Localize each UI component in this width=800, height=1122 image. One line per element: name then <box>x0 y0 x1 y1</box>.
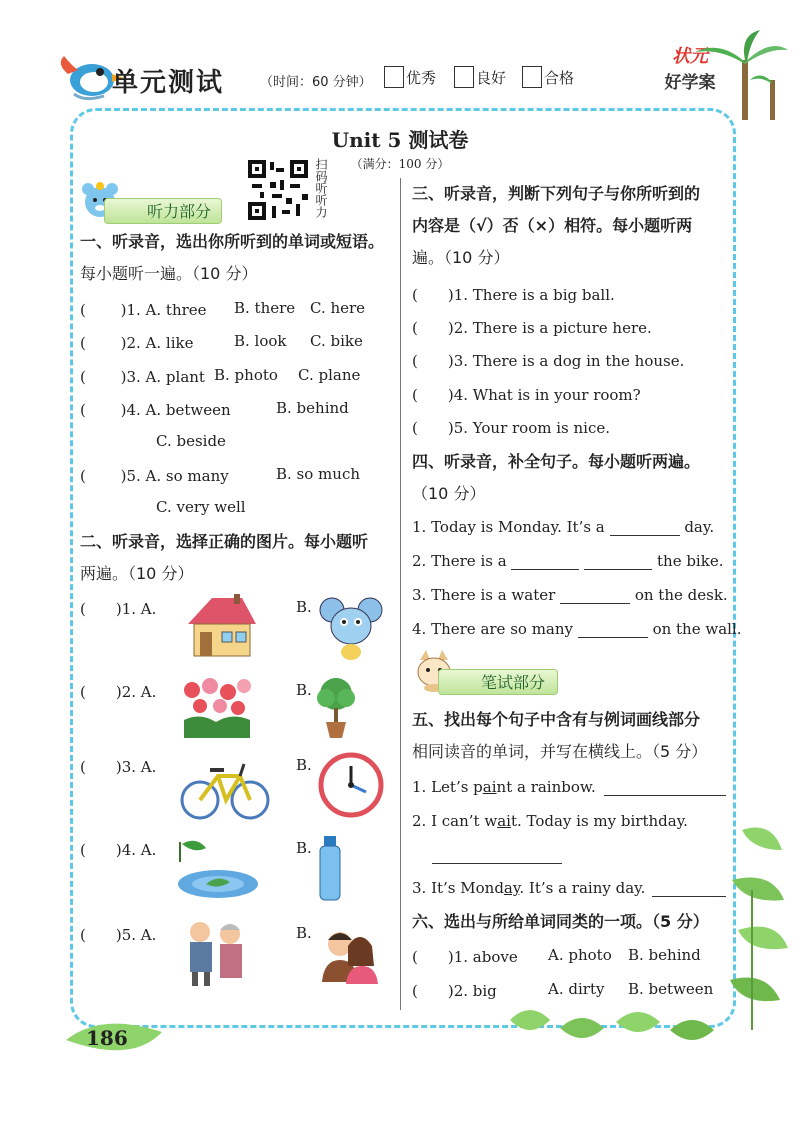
brand-logo: 状元 好学案 <box>664 46 716 93</box>
s5-item-1-underlined: ai <box>482 778 497 796</box>
grade-pass[interactable]: 合格 <box>522 66 574 88</box>
s1-item-4-option-c: C. beside <box>156 432 226 450</box>
s5-answer-line-1[interactable] <box>604 795 726 796</box>
s4-item-4: 4. There are so many on the wall. <box>412 620 742 638</box>
parents-picture[interactable] <box>318 922 380 984</box>
writing-banner: 笔试部分 <box>438 669 558 695</box>
s2-item-5[interactable]: ( )5. A. <box>80 926 157 944</box>
grandparents-picture[interactable] <box>180 918 250 988</box>
qr-code-icon[interactable] <box>246 158 310 222</box>
s3-heading-1: 三、听录音，判断下列句子与你所听到的 <box>412 184 701 203</box>
s1-item-5[interactable]: ( )5. A. so many B. so much <box>80 465 361 485</box>
s2-item-4-b: B. <box>296 839 312 857</box>
s3-item-4[interactable]: ( )4. What is in your room? <box>412 386 641 404</box>
s6-item-1[interactable]: ( )1. above A. photo B. behind <box>412 946 701 966</box>
mouse-picture[interactable] <box>318 594 384 662</box>
s6-item-2[interactable]: ( )2. big A. dirty B. between <box>412 980 714 1000</box>
qr-caption: 扫码听听力 <box>314 158 328 218</box>
s6-heading: 六、选出与所给单词同类的一项。（5 分） <box>412 912 709 931</box>
s5-item-3-underlined: ay <box>503 879 520 897</box>
s1-item-1[interactable]: ( )1. A. three B. there C. here <box>80 299 366 319</box>
s1-heading-2: 每小题听一遍。（10 分） <box>80 264 258 283</box>
page-number: 186 <box>86 1026 128 1050</box>
s4-heading-1: 四、听录音，补全句子。每小题听两遍。 <box>412 452 701 471</box>
s5-heading-2: 相同读音的单词，并写在横线上。（5 分） <box>412 742 708 761</box>
s2-heading-1: 二、听录音，选择正确的图片。每小题听 <box>80 532 369 551</box>
bottom-leaves-icon <box>500 1000 740 1060</box>
house-picture[interactable] <box>182 594 260 660</box>
s3-item-5[interactable]: ( )5. Your room is nice. <box>412 419 611 437</box>
s4-item-1: 1. Today is Monday. It’s a day. <box>412 518 715 536</box>
s3-item-1[interactable]: ( )1. There is a big ball. <box>412 286 615 304</box>
grade-excellent[interactable]: 优秀 <box>384 66 436 88</box>
s2-item-2-b: B. <box>296 681 312 699</box>
s3-heading-3: 遍。（10 分） <box>412 248 510 267</box>
s5-item-2: 2. I can’t wait. Today is my birthday. <box>412 812 688 830</box>
s2-item-5-b: B. <box>296 924 312 942</box>
s2-item-4[interactable]: ( )4. A. <box>80 841 157 859</box>
bicycle-picture[interactable] <box>180 756 270 822</box>
s5-item-1: 1. Let’s paint a rainbow. <box>412 778 596 796</box>
s3-item-2[interactable]: ( )2. There is a picture here. <box>412 319 652 337</box>
s4-blank-4[interactable] <box>578 623 648 638</box>
s5-answer-line-2[interactable] <box>432 863 562 864</box>
s1-item-5-option-c: C. very well <box>156 498 246 516</box>
s1-item-2[interactable]: ( )2. A. like B. look C. bike <box>80 332 363 352</box>
flowers-picture[interactable] <box>180 676 254 740</box>
paper-full-score: （满分：100 分） <box>350 157 450 171</box>
time-limit: （时间：60 分钟） <box>260 75 372 90</box>
leaf-on-water-picture[interactable] <box>176 836 260 902</box>
s4-item-2: 2. There is a the bike. <box>412 552 724 570</box>
s2-item-1[interactable]: ( )1. A. <box>80 600 157 618</box>
s4-blank-2a[interactable] <box>511 555 579 570</box>
listening-banner: 听力部分 <box>104 198 222 224</box>
s4-blank-3[interactable] <box>560 589 630 604</box>
column-divider <box>400 178 401 1010</box>
palm-tree-icon <box>690 30 790 120</box>
s2-heading-2: 两遍。（10 分） <box>80 564 194 583</box>
s1-item-3[interactable]: ( )3. A. plant B. photo C. plane <box>80 366 361 386</box>
s2-item-1-b: B. <box>296 598 312 616</box>
s3-heading-2: 内容是（√）否（×）相符。每小题听两 <box>412 216 693 235</box>
clock-picture[interactable] <box>318 752 384 818</box>
potted-plant-picture[interactable] <box>314 676 358 740</box>
s1-heading-1: 一、听录音，选出你所听到的单词或短语。 <box>80 232 385 251</box>
s4-blank-1[interactable] <box>610 521 680 536</box>
s4-blank-2b[interactable] <box>584 555 652 570</box>
s2-item-3-b: B. <box>296 756 312 774</box>
paper-title: Unit 5 测试卷 <box>331 128 469 152</box>
s5-answer-line-3[interactable] <box>652 896 726 897</box>
s5-item-2-underlined: ai <box>497 812 511 830</box>
s1-item-4[interactable]: ( )4. A. between B. behind <box>80 399 349 419</box>
s2-item-2[interactable]: ( )2. A. <box>80 683 157 701</box>
s2-item-3[interactable]: ( )3. A. <box>80 758 157 776</box>
s3-item-3[interactable]: ( )3. There is a dog in the house. <box>412 352 685 370</box>
s4-heading-2: （10 分） <box>412 484 486 503</box>
s5-heading-1: 五、找出每个句子中含有与例词画线部分 <box>412 710 701 729</box>
water-bottle-picture[interactable] <box>316 836 344 902</box>
grade-good[interactable]: 良好 <box>454 66 506 88</box>
unit-test-title: 单元测试 <box>112 68 225 98</box>
s5-item-3: 3. It’s Monday. It’s a rainy day. <box>412 879 646 897</box>
s4-item-3: 3. There is a water on the desk. <box>412 586 728 604</box>
